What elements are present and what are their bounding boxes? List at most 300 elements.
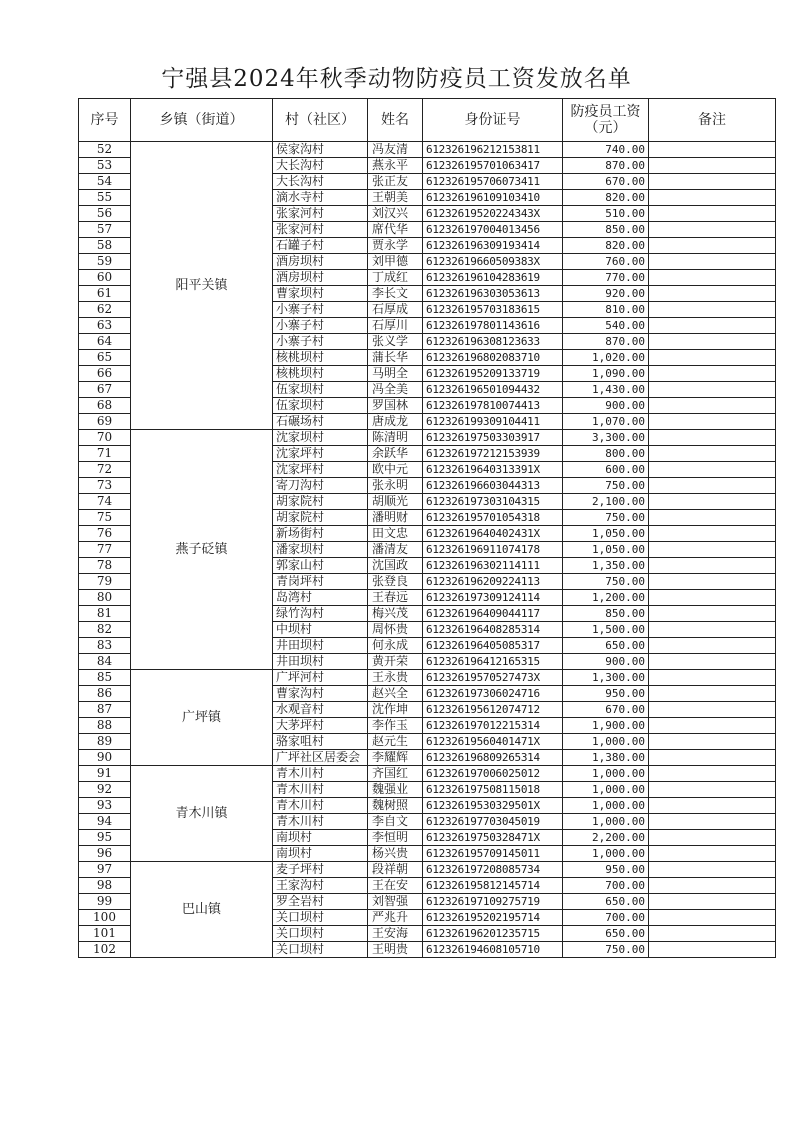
id-number-cell: 612326197012215314 xyxy=(423,718,563,734)
village-cell: 井田坝村 xyxy=(273,638,368,654)
id-number-cell: 612326196408285314 xyxy=(423,622,563,638)
row-number: 67 xyxy=(79,382,131,398)
id-number-cell: 61232619640402431X xyxy=(423,526,563,542)
id-number-cell: 61232619640313391X xyxy=(423,462,563,478)
row-number: 63 xyxy=(79,318,131,334)
row-number: 66 xyxy=(79,366,131,382)
note-cell xyxy=(649,590,776,606)
name-cell: 张登良 xyxy=(368,574,423,590)
village-cell: 关口坝村 xyxy=(273,910,368,926)
name-cell: 李恒明 xyxy=(368,830,423,846)
village-cell: 南坝村 xyxy=(273,830,368,846)
row-number: 85 xyxy=(79,670,131,686)
village-cell: 伍家坝村 xyxy=(273,398,368,414)
id-number-cell: 612326197309124114 xyxy=(423,590,563,606)
row-number: 68 xyxy=(79,398,131,414)
name-cell: 冯全美 xyxy=(368,382,423,398)
note-cell xyxy=(649,366,776,382)
note-cell xyxy=(649,446,776,462)
header-town: 乡镇（街道） xyxy=(131,99,273,142)
village-cell: 绿竹沟村 xyxy=(273,606,368,622)
village-cell: 沈家坝村 xyxy=(273,430,368,446)
id-number-cell: 612326196212153811 xyxy=(423,142,563,158)
pay-cell: 870.00 xyxy=(563,158,649,174)
village-cell: 水观音村 xyxy=(273,702,368,718)
name-cell: 张义学 xyxy=(368,334,423,350)
name-cell: 王朝美 xyxy=(368,190,423,206)
id-number-cell: 612326194608105710 xyxy=(423,942,563,958)
note-cell xyxy=(649,766,776,782)
note-cell xyxy=(649,606,776,622)
id-number-cell: 612326197006025012 xyxy=(423,766,563,782)
note-cell xyxy=(649,558,776,574)
note-cell xyxy=(649,462,776,478)
village-cell: 罗全岩村 xyxy=(273,894,368,910)
id-number-cell: 612326197508115018 xyxy=(423,782,563,798)
id-number-cell: 612326197503303917 xyxy=(423,430,563,446)
payroll-table xyxy=(78,98,776,958)
id-number-cell: 612326197303104315 xyxy=(423,494,563,510)
note-cell xyxy=(649,638,776,654)
note-cell xyxy=(649,158,776,174)
name-cell: 齐国红 xyxy=(368,766,423,782)
id-number-cell: 612326196802083710 xyxy=(423,350,563,366)
note-cell xyxy=(649,254,776,270)
table-row xyxy=(79,670,776,686)
name-cell: 李耀辉 xyxy=(368,750,423,766)
header-name: 姓名 xyxy=(368,99,423,142)
name-cell: 梅兴茂 xyxy=(368,606,423,622)
id-number-cell: 612326196809265314 xyxy=(423,750,563,766)
id-number-cell: 612326196303053613 xyxy=(423,286,563,302)
note-cell xyxy=(649,142,776,158)
id-number-cell: 612326195703183615 xyxy=(423,302,563,318)
note-cell xyxy=(649,382,776,398)
village-cell: 井田坝村 xyxy=(273,654,368,670)
note-cell xyxy=(649,414,776,430)
row-number: 87 xyxy=(79,702,131,718)
row-number: 73 xyxy=(79,478,131,494)
village-cell: 潘家坝村 xyxy=(273,542,368,558)
note-cell xyxy=(649,478,776,494)
id-number-cell: 612326197306024716 xyxy=(423,686,563,702)
name-cell: 石厚川 xyxy=(368,318,423,334)
row-number: 92 xyxy=(79,782,131,798)
id-number-cell: 612326197004013456 xyxy=(423,222,563,238)
row-number: 81 xyxy=(79,606,131,622)
village-cell: 郭家山村 xyxy=(273,558,368,574)
village-cell: 酒房坝村 xyxy=(273,254,368,270)
village-cell: 关口坝村 xyxy=(273,926,368,942)
note-cell xyxy=(649,942,776,958)
id-number-cell: 612326197801143616 xyxy=(423,318,563,334)
id-number-cell: 612326195706073411 xyxy=(423,174,563,190)
note-cell xyxy=(649,846,776,862)
name-cell: 刘甲德 xyxy=(368,254,423,270)
note-cell xyxy=(649,510,776,526)
row-number: 93 xyxy=(79,798,131,814)
name-cell: 魏强业 xyxy=(368,782,423,798)
name-cell: 王明贵 xyxy=(368,942,423,958)
village-cell: 新场街村 xyxy=(273,526,368,542)
pay-cell: 1,050.00 xyxy=(563,526,649,542)
pay-cell: 1,380.00 xyxy=(563,750,649,766)
town-cell: 燕子砭镇 xyxy=(131,430,273,670)
table-row xyxy=(79,766,776,782)
pay-cell: 800.00 xyxy=(563,446,649,462)
id-number-cell: 612326195709145011 xyxy=(423,846,563,862)
name-cell: 严兆升 xyxy=(368,910,423,926)
pay-cell: 1,300.00 xyxy=(563,670,649,686)
id-number-cell: 61232619560401471X xyxy=(423,734,563,750)
name-cell: 燕永平 xyxy=(368,158,423,174)
name-cell: 欧中元 xyxy=(368,462,423,478)
village-cell: 滴水寺村 xyxy=(273,190,368,206)
name-cell: 石厚成 xyxy=(368,302,423,318)
row-number: 89 xyxy=(79,734,131,750)
village-cell: 王家沟村 xyxy=(273,878,368,894)
note-cell xyxy=(649,622,776,638)
id-number-cell: 612326196412165315 xyxy=(423,654,563,670)
village-cell: 大长沟村 xyxy=(273,158,368,174)
row-number: 84 xyxy=(79,654,131,670)
name-cell: 何永成 xyxy=(368,638,423,654)
note-cell xyxy=(649,542,776,558)
name-cell: 贾永学 xyxy=(368,238,423,254)
id-number-cell: 612326197109275719 xyxy=(423,894,563,910)
note-cell xyxy=(649,814,776,830)
village-cell: 青岗坪村 xyxy=(273,574,368,590)
id-number-cell: 612326195701054318 xyxy=(423,510,563,526)
village-cell: 中坝村 xyxy=(273,622,368,638)
village-cell: 石罐子村 xyxy=(273,238,368,254)
id-number-cell: 612326196209224113 xyxy=(423,574,563,590)
row-number: 53 xyxy=(79,158,131,174)
village-cell: 青木川村 xyxy=(273,766,368,782)
row-number: 98 xyxy=(79,878,131,894)
name-cell: 田文忠 xyxy=(368,526,423,542)
note-cell xyxy=(649,654,776,670)
row-number: 91 xyxy=(79,766,131,782)
village-cell: 曹家沟村 xyxy=(273,686,368,702)
village-cell: 大长沟村 xyxy=(273,174,368,190)
pay-cell: 770.00 xyxy=(563,270,649,286)
pay-cell: 510.00 xyxy=(563,206,649,222)
note-cell xyxy=(649,174,776,190)
table-row xyxy=(79,430,776,446)
name-cell: 段祥朝 xyxy=(368,862,423,878)
id-number-cell: 612326196308123633 xyxy=(423,334,563,350)
pay-cell: 740.00 xyxy=(563,142,649,158)
village-cell: 广坪社区居委会 xyxy=(273,750,368,766)
id-number-cell: 612326195701063417 xyxy=(423,158,563,174)
name-cell: 王春远 xyxy=(368,590,423,606)
id-number-cell: 61232619530329501X xyxy=(423,798,563,814)
id-number-cell: 61232619660509383X xyxy=(423,254,563,270)
village-cell: 小寨子村 xyxy=(273,334,368,350)
name-cell: 刘智强 xyxy=(368,894,423,910)
name-cell: 马明全 xyxy=(368,366,423,382)
note-cell xyxy=(649,782,776,798)
pay-cell: 670.00 xyxy=(563,702,649,718)
name-cell: 刘汉兴 xyxy=(368,206,423,222)
pay-cell: 2,100.00 xyxy=(563,494,649,510)
id-number-cell: 612326196309193414 xyxy=(423,238,563,254)
village-cell: 侯家沟村 xyxy=(273,142,368,158)
id-number-cell: 612326196201235715 xyxy=(423,926,563,942)
name-cell: 胡顺光 xyxy=(368,494,423,510)
pay-cell: 810.00 xyxy=(563,302,649,318)
name-cell: 潘清友 xyxy=(368,542,423,558)
row-number: 75 xyxy=(79,510,131,526)
note-cell xyxy=(649,286,776,302)
header-note: 备注 xyxy=(649,99,776,142)
row-number: 96 xyxy=(79,846,131,862)
village-cell: 大茅坪村 xyxy=(273,718,368,734)
pay-cell: 950.00 xyxy=(563,686,649,702)
pay-cell: 920.00 xyxy=(563,286,649,302)
village-cell: 张家河村 xyxy=(273,206,368,222)
name-cell: 杨兴贵 xyxy=(368,846,423,862)
name-cell: 丁成红 xyxy=(368,270,423,286)
village-cell: 曹家坝村 xyxy=(273,286,368,302)
name-cell: 罗国林 xyxy=(368,398,423,414)
id-number-cell: 612326196501094432 xyxy=(423,382,563,398)
pay-cell: 3,300.00 xyxy=(563,430,649,446)
row-number: 90 xyxy=(79,750,131,766)
pay-cell: 670.00 xyxy=(563,174,649,190)
row-number: 99 xyxy=(79,894,131,910)
village-cell: 伍家坝村 xyxy=(273,382,368,398)
note-cell xyxy=(649,350,776,366)
pay-cell: 1,000.00 xyxy=(563,798,649,814)
row-number: 72 xyxy=(79,462,131,478)
note-cell xyxy=(649,526,776,542)
pay-cell: 1,070.00 xyxy=(563,414,649,430)
note-cell xyxy=(649,910,776,926)
note-cell xyxy=(649,190,776,206)
pay-cell: 750.00 xyxy=(563,510,649,526)
name-cell: 陈清明 xyxy=(368,430,423,446)
village-cell: 青木川村 xyxy=(273,814,368,830)
name-cell: 魏树照 xyxy=(368,798,423,814)
row-number: 82 xyxy=(79,622,131,638)
id-number-cell: 612326196603044313 xyxy=(423,478,563,494)
pay-cell: 1,350.00 xyxy=(563,558,649,574)
row-number: 70 xyxy=(79,430,131,446)
name-cell: 黄开荣 xyxy=(368,654,423,670)
village-cell: 关口坝村 xyxy=(273,942,368,958)
pay-cell: 540.00 xyxy=(563,318,649,334)
note-cell xyxy=(649,718,776,734)
pay-cell: 650.00 xyxy=(563,638,649,654)
note-cell xyxy=(649,830,776,846)
pay-cell: 750.00 xyxy=(563,478,649,494)
pay-cell: 2,200.00 xyxy=(563,830,649,846)
note-cell xyxy=(649,926,776,942)
pay-cell: 950.00 xyxy=(563,862,649,878)
village-cell: 石碾场村 xyxy=(273,414,368,430)
row-number: 54 xyxy=(79,174,131,190)
pay-cell: 1,090.00 xyxy=(563,366,649,382)
row-number: 80 xyxy=(79,590,131,606)
id-number-cell: 612326195612074712 xyxy=(423,702,563,718)
pay-cell: 1,000.00 xyxy=(563,766,649,782)
note-cell xyxy=(649,398,776,414)
name-cell: 沈国政 xyxy=(368,558,423,574)
pay-cell: 1,000.00 xyxy=(563,734,649,750)
row-number: 100 xyxy=(79,910,131,926)
id-number-cell: 612326196104283619 xyxy=(423,270,563,286)
village-cell: 青木川村 xyxy=(273,798,368,814)
note-cell xyxy=(649,206,776,222)
name-cell: 潘明财 xyxy=(368,510,423,526)
town-cell: 广坪镇 xyxy=(131,670,273,766)
pay-cell: 1,200.00 xyxy=(563,590,649,606)
village-cell: 麦子坪村 xyxy=(273,862,368,878)
row-number: 102 xyxy=(79,942,131,958)
name-cell: 李自文 xyxy=(368,814,423,830)
row-number: 71 xyxy=(79,446,131,462)
name-cell: 沈作坤 xyxy=(368,702,423,718)
pay-cell: 650.00 xyxy=(563,894,649,910)
village-cell: 骆家咀村 xyxy=(273,734,368,750)
village-cell: 胡家院村 xyxy=(273,510,368,526)
village-cell: 岛湾村 xyxy=(273,590,368,606)
header-id: 身份证号 xyxy=(423,99,563,142)
name-cell: 赵元生 xyxy=(368,734,423,750)
pay-cell: 1,050.00 xyxy=(563,542,649,558)
row-number: 97 xyxy=(79,862,131,878)
village-cell: 小寨子村 xyxy=(273,302,368,318)
village-cell: 青木川村 xyxy=(273,782,368,798)
town-cell: 阳平关镇 xyxy=(131,142,273,430)
note-cell xyxy=(649,334,776,350)
note-cell xyxy=(649,574,776,590)
name-cell: 李长文 xyxy=(368,286,423,302)
village-cell: 核桃坝村 xyxy=(273,350,368,366)
name-cell: 王永贵 xyxy=(368,670,423,686)
note-cell xyxy=(649,686,776,702)
row-number: 52 xyxy=(79,142,131,158)
village-cell: 胡家院村 xyxy=(273,494,368,510)
name-cell: 张永明 xyxy=(368,478,423,494)
pay-cell: 1,000.00 xyxy=(563,814,649,830)
pay-cell: 1,000.00 xyxy=(563,782,649,798)
pay-cell: 650.00 xyxy=(563,926,649,942)
id-number-cell: 612326197810074413 xyxy=(423,398,563,414)
pay-cell: 700.00 xyxy=(563,910,649,926)
id-number-cell: 61232619570527473X xyxy=(423,670,563,686)
id-number-cell: 612326196302114111 xyxy=(423,558,563,574)
row-number: 77 xyxy=(79,542,131,558)
pay-cell: 760.00 xyxy=(563,254,649,270)
table-body xyxy=(79,142,776,958)
pay-cell: 1,500.00 xyxy=(563,622,649,638)
village-cell: 沈家坪村 xyxy=(273,446,368,462)
row-number: 78 xyxy=(79,558,131,574)
row-number: 88 xyxy=(79,718,131,734)
name-cell: 周怀贵 xyxy=(368,622,423,638)
row-number: 95 xyxy=(79,830,131,846)
header-pay-line2: （元） xyxy=(584,120,627,136)
note-cell xyxy=(649,318,776,334)
pay-cell: 750.00 xyxy=(563,942,649,958)
note-cell xyxy=(649,798,776,814)
row-number: 74 xyxy=(79,494,131,510)
note-cell xyxy=(649,734,776,750)
note-cell xyxy=(649,238,776,254)
header-no: 序号 xyxy=(79,99,131,142)
pay-cell: 600.00 xyxy=(563,462,649,478)
pay-cell: 1,020.00 xyxy=(563,350,649,366)
row-number: 94 xyxy=(79,814,131,830)
note-cell xyxy=(649,862,776,878)
town-cell: 巴山镇 xyxy=(131,862,273,958)
note-cell xyxy=(649,222,776,238)
id-number-cell: 612326196109103410 xyxy=(423,190,563,206)
note-cell xyxy=(649,894,776,910)
row-number: 86 xyxy=(79,686,131,702)
pay-cell: 1,000.00 xyxy=(563,846,649,862)
id-number-cell: 612326199309104411 xyxy=(423,414,563,430)
row-number: 55 xyxy=(79,190,131,206)
pay-cell: 900.00 xyxy=(563,654,649,670)
id-number-cell: 612326197703045019 xyxy=(423,814,563,830)
note-cell xyxy=(649,702,776,718)
pay-cell: 900.00 xyxy=(563,398,649,414)
note-cell xyxy=(649,430,776,446)
id-number-cell: 612326196911074178 xyxy=(423,542,563,558)
header-pay xyxy=(563,99,649,142)
note-cell xyxy=(649,750,776,766)
id-number-cell: 612326196409044117 xyxy=(423,606,563,622)
pay-cell: 750.00 xyxy=(563,574,649,590)
id-number-cell: 612326195812145714 xyxy=(423,878,563,894)
pay-cell: 820.00 xyxy=(563,190,649,206)
header-row xyxy=(79,99,776,142)
page-title: 宁强县2024年秋季动物防疫员工资发放名单 xyxy=(161,66,632,92)
table-row xyxy=(79,862,776,878)
town-cell: 青木川镇 xyxy=(131,766,273,862)
name-cell: 唐成龙 xyxy=(368,414,423,430)
row-number: 60 xyxy=(79,270,131,286)
name-cell: 张正友 xyxy=(368,174,423,190)
pay-cell: 700.00 xyxy=(563,878,649,894)
name-cell: 冯友清 xyxy=(368,142,423,158)
header-village: 村（社区） xyxy=(273,99,368,142)
id-number-cell: 612326196405085317 xyxy=(423,638,563,654)
village-cell: 张家河村 xyxy=(273,222,368,238)
pay-cell: 870.00 xyxy=(563,334,649,350)
id-number-cell: 61232619750328471X xyxy=(423,830,563,846)
note-cell xyxy=(649,270,776,286)
village-cell: 寄刀沟村 xyxy=(273,478,368,494)
name-cell: 席代华 xyxy=(368,222,423,238)
name-cell: 蒲长华 xyxy=(368,350,423,366)
village-cell: 核桃坝村 xyxy=(273,366,368,382)
row-number: 59 xyxy=(79,254,131,270)
row-number: 61 xyxy=(79,286,131,302)
row-number: 64 xyxy=(79,334,131,350)
header-pay-line1: 防疫员工资 xyxy=(570,104,641,120)
village-cell: 南坝村 xyxy=(273,846,368,862)
pay-cell: 1,430.00 xyxy=(563,382,649,398)
note-cell xyxy=(649,670,776,686)
village-cell: 酒房坝村 xyxy=(273,270,368,286)
row-number: 69 xyxy=(79,414,131,430)
note-cell xyxy=(649,302,776,318)
